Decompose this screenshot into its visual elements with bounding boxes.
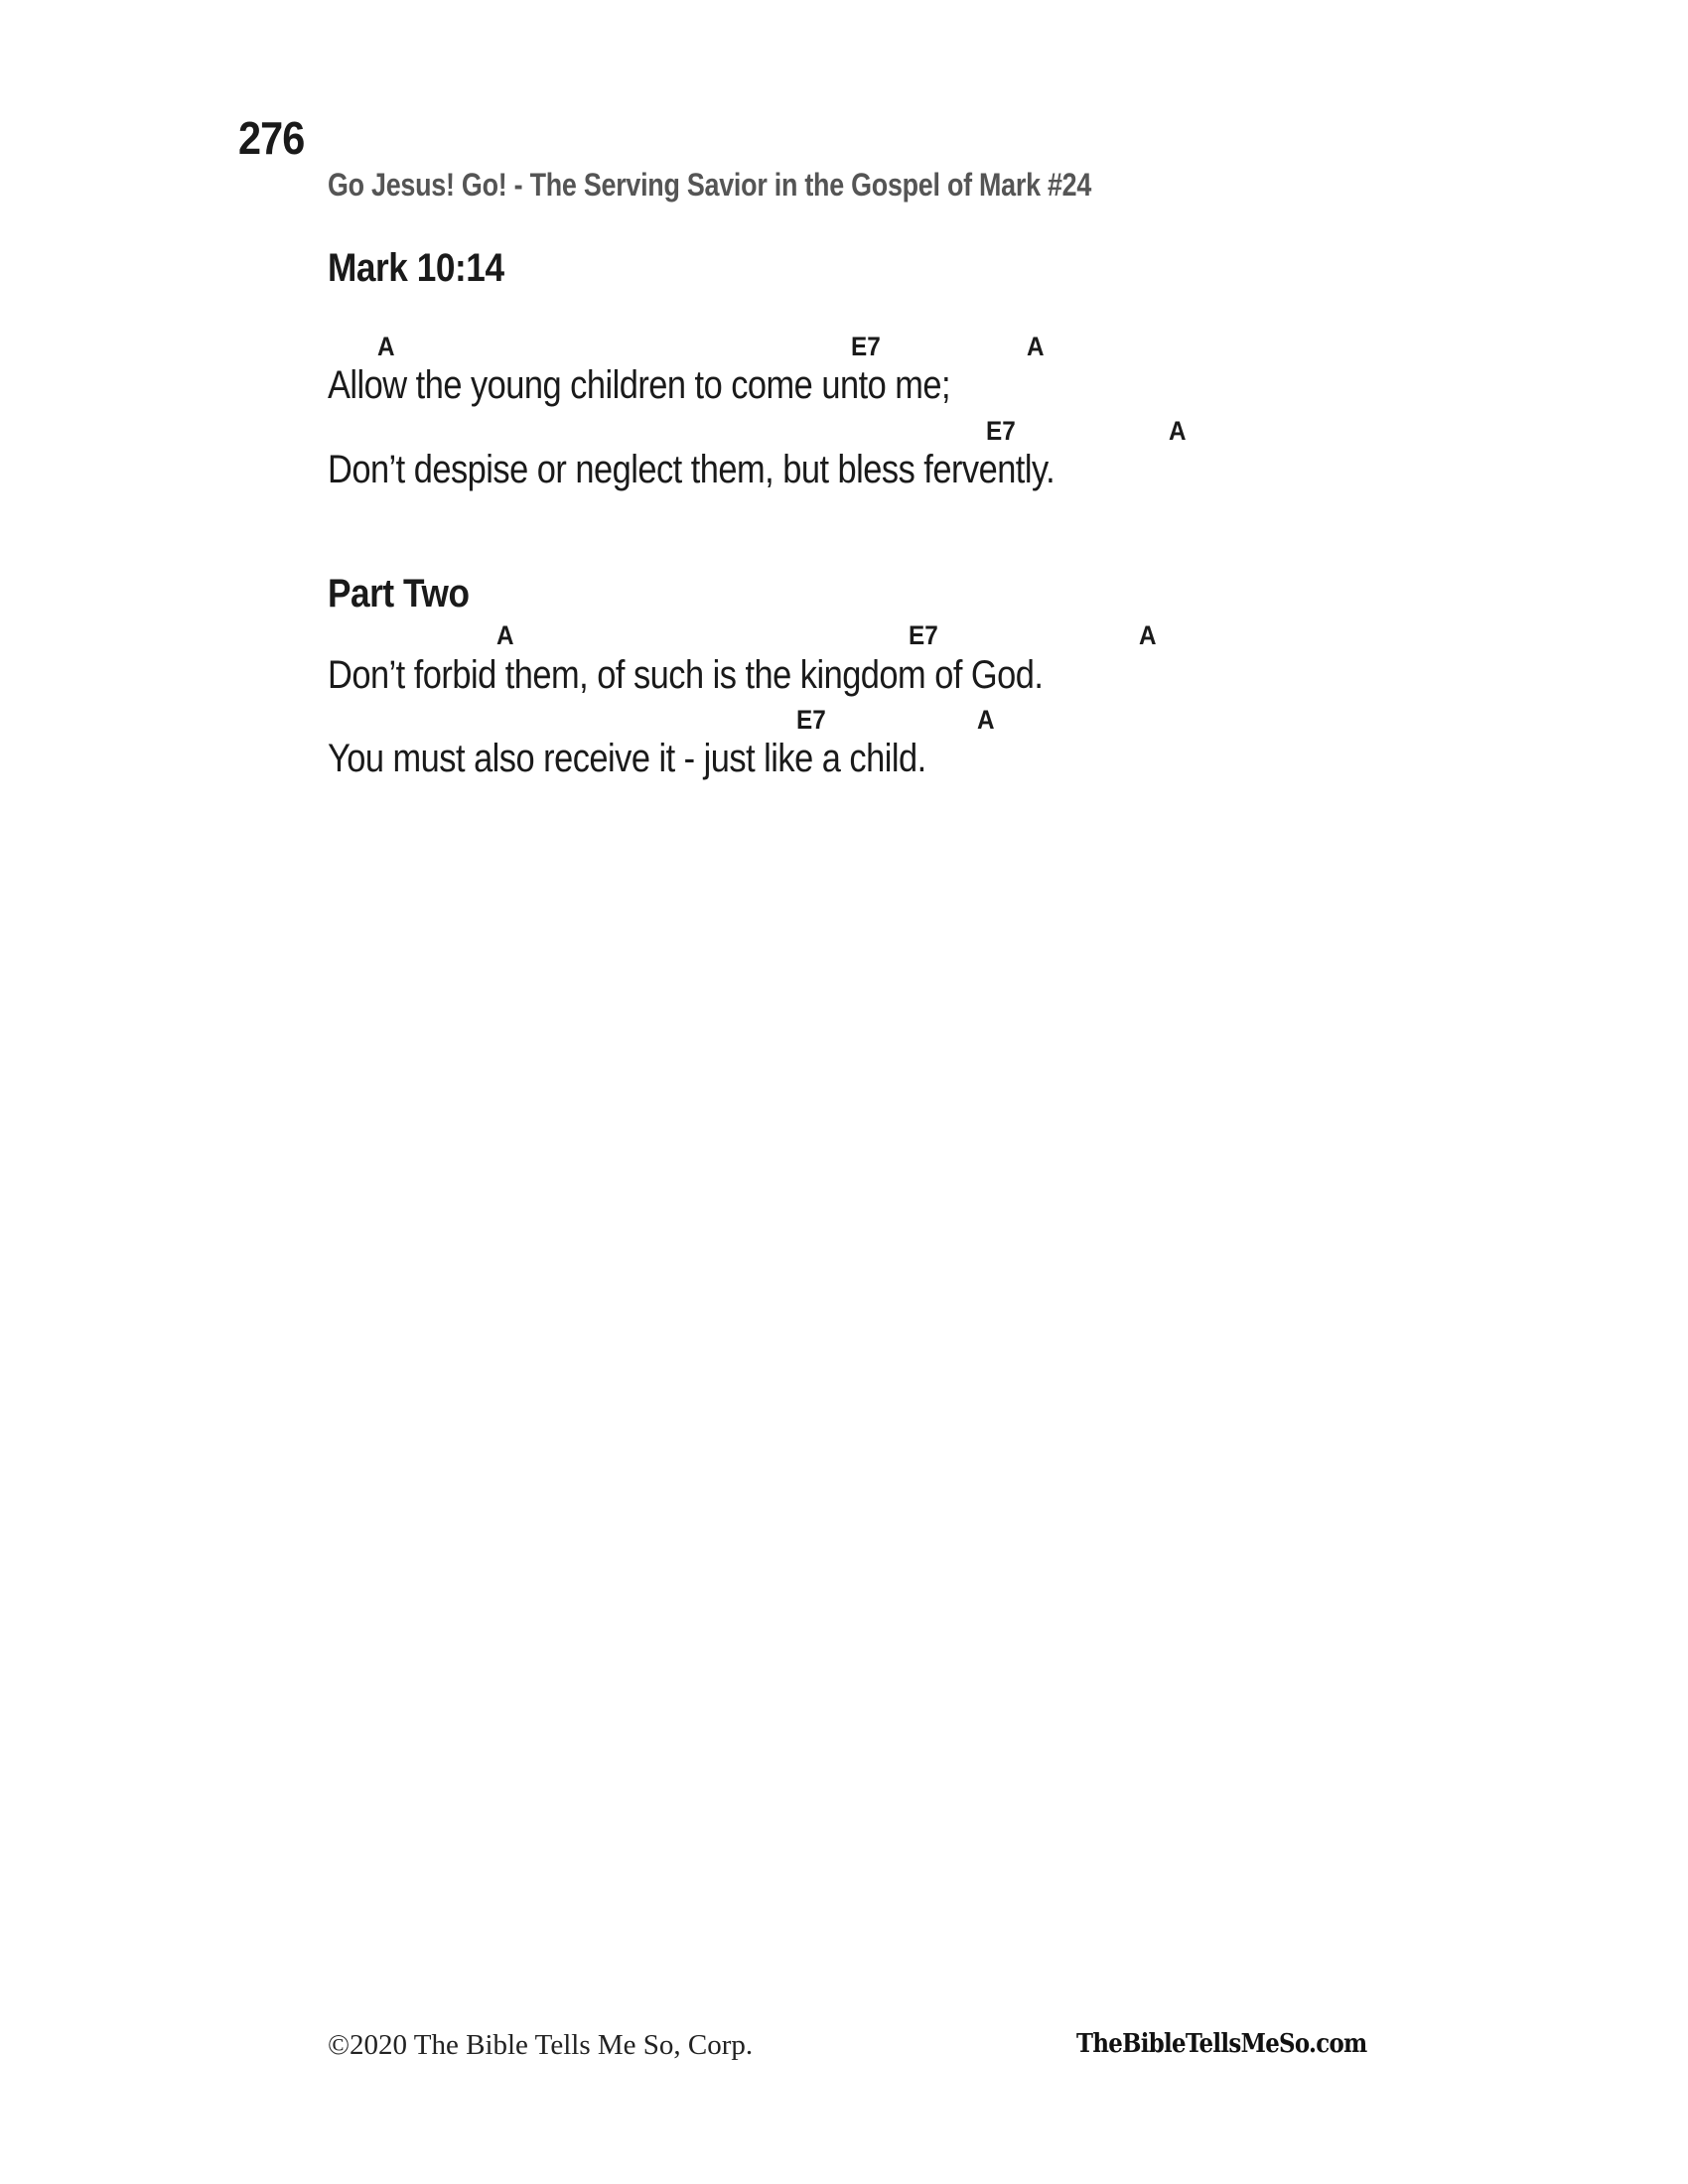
lyric-line: You must also receive it - just like a child.	[328, 737, 926, 780]
website-link[interactable]: TheBibleTellsMeSo.com	[1076, 2029, 1367, 2059]
section-heading: Part Two	[328, 572, 470, 615]
lyric-line: Allow the young children to come unto me;	[328, 363, 951, 407]
chord: A	[496, 620, 514, 650]
copyright-text: ©2020 The Bible Tells Me So, Corp.	[328, 2029, 754, 2061]
chord: A	[977, 705, 995, 735]
chord: A	[377, 332, 395, 361]
lyric-line: Don’t forbid them, of such is the kingdom of God.	[328, 653, 1044, 697]
chord: E7	[796, 705, 826, 735]
chord: A	[1027, 332, 1045, 361]
section-heading: Mark 10:14	[328, 246, 504, 290]
chord: A	[1169, 416, 1187, 446]
song-subtitle: Go Jesus! Go! - The Serving Savior in the Gospel of Mark #24	[328, 167, 1092, 203]
chord: A	[1139, 620, 1157, 650]
chord: E7	[909, 620, 938, 650]
chord: E7	[986, 416, 1016, 446]
lyric-line: Don’t despise or neglect them, but bless fervently.	[328, 448, 1055, 491]
chord: E7	[851, 332, 881, 361]
page-number: 276	[238, 112, 305, 164]
